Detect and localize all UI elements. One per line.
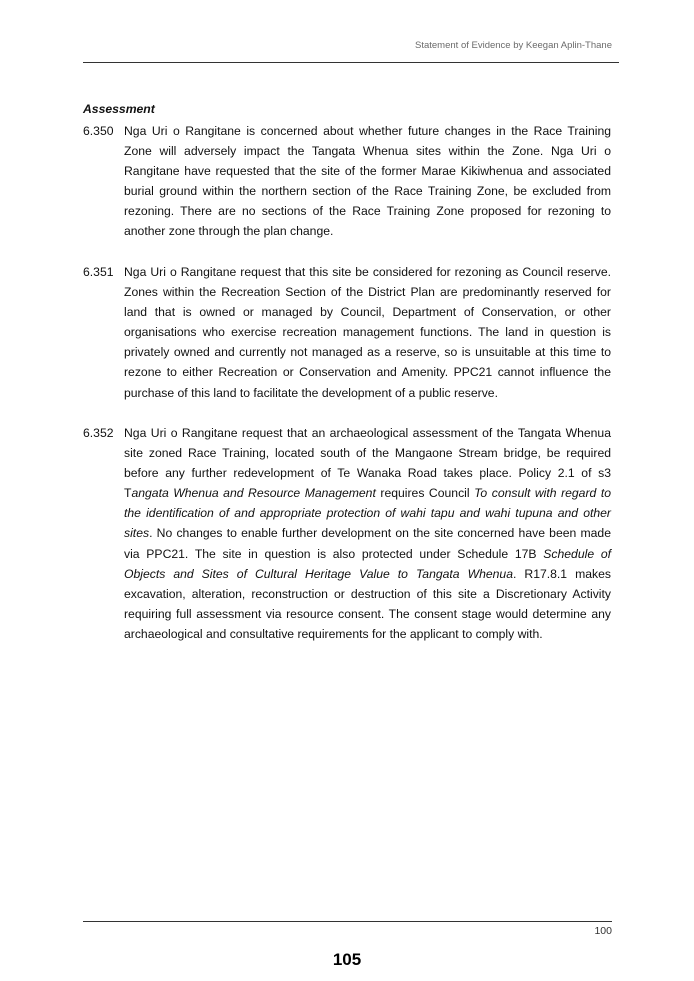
- running-header: Statement of Evidence by Keegan Aplin-Thane: [415, 40, 612, 51]
- paragraph-6-352: [83, 423, 611, 644]
- paragraph-text-segment: requires Council: [375, 486, 475, 501]
- section-heading: Assessment: [83, 102, 155, 116]
- paragraph-number: 6.351: [83, 265, 114, 279]
- paragraph-text-segment: . R17.8.1 makes excavation, alteration, reconstruction or destruction of this site a Discretionary Activity requiring full assessment via resource consent. The consent stage would determine any archaeological and consultative requirements for the applicant to comply with.: [124, 566, 611, 641]
- paragraph-number: 6.350: [83, 124, 114, 138]
- paragraph-text: Nga Uri o Rangitane is concerned about whether future changes in the Race Training Zone will adversely impact the Tangata Whenua sites within the Zone. Nga Uri o Rangitane have requested that the site of the former Marae Kikiwhenua and associated burial ground within the northern section of the Race Training Zone, be excluded from rezoning. There are no sections of the Race Training Zone proposed for rezoning to another zone through the plan change.: [124, 124, 611, 239]
- header-divider: [83, 62, 619, 63]
- footer-divider: [83, 921, 612, 922]
- paragraph-text: Nga Uri o Rangitane request that this site be considered for rezoning as Council reserve. Zones within the Recreation Section of the District Plan are predominantly reserved for land that is owned or managed by Council, Department of Conservation, or other organisations who exercise recreation management functions. The land in question is privately owned and currently not managed as a reserve, so is unsuitable at this time to rezone to either Recreation or Conservation and Amenity. PPC21 cannot influence the purchase of this land to facilitate the development of a public reserve.: [124, 265, 611, 400]
- paragraph-text-segment: . No changes to enable further development on the site concerned have been made via PPC21. The site in question is also protected under Schedule 17B: [124, 526, 611, 561]
- paragraph-text-segment: Nga Uri o Rangitane request that an archaeological assessment of the Tangata Whenua site zoned Race Training, located south of the Mangaone Stream bridge, be required before any further redevelopment of Te Wanaka Road takes place. Policy 2.1 of s3 T: [124, 426, 611, 501]
- document-stamp-number: 105: [332, 950, 362, 969]
- policy-title-italic: angata Whenua and Resource Management: [131, 486, 376, 501]
- paragraph-text: [124, 423, 611, 644]
- schedule-title-italic: Schedule of Objects and Sites of Cultural Heritage Value to Tangata Whenua: [124, 546, 611, 581]
- paragraph-6-350: [83, 121, 611, 242]
- paragraph-6-351: [83, 262, 611, 403]
- policy-quote-italic: To consult with regard to the identification of and appropriate protection of wahi tapu and wahi tupuna and other sites: [124, 486, 611, 541]
- paragraph-number: 6.352: [83, 426, 114, 440]
- page-number: 100: [594, 925, 612, 937]
